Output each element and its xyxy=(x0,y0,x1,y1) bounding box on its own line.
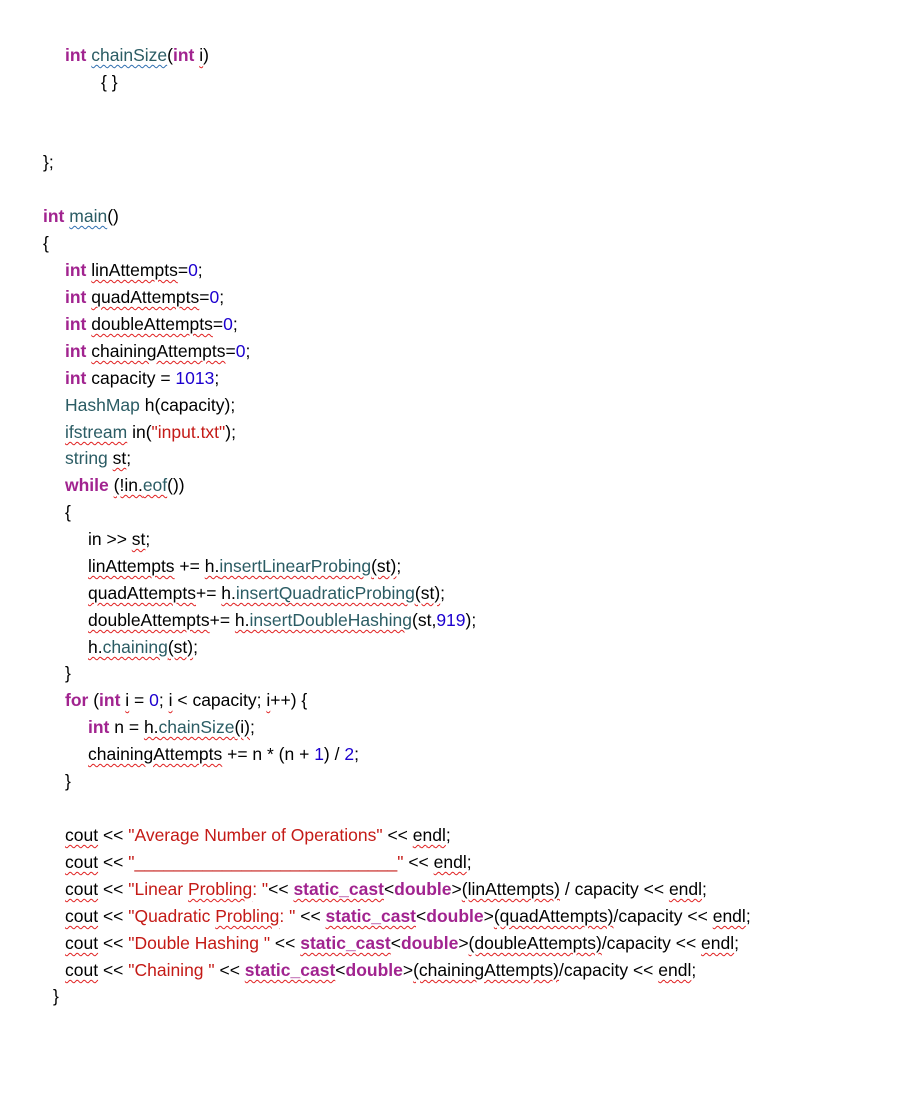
code-line xyxy=(65,286,224,308)
code-token: i xyxy=(125,690,130,710)
code-line xyxy=(65,340,250,362)
code-token: static_cast xyxy=(244,960,336,980)
code-line xyxy=(88,555,401,577)
code-token: string xyxy=(65,448,108,468)
code-token: insertDoubleHashing xyxy=(249,610,412,630)
code-token: += xyxy=(209,610,235,630)
code-token: linAttempts xyxy=(88,556,175,576)
code-token: cout xyxy=(65,879,99,899)
code-token: endl xyxy=(712,906,746,926)
code-token: << xyxy=(98,906,129,926)
code-token: linAttempts xyxy=(91,260,178,280)
code-token: = xyxy=(199,287,210,307)
code-token: ; xyxy=(249,717,255,737)
code-token: (chainingAttempts) xyxy=(413,960,560,980)
code-token: (st) xyxy=(414,583,441,603)
code-token: 0 xyxy=(223,314,233,334)
code-token: 0 xyxy=(188,260,198,280)
code-token: endl xyxy=(412,825,446,845)
code-line xyxy=(101,71,118,93)
code-token: quadAttempts xyxy=(88,583,196,603)
code-token: ++) { xyxy=(270,690,308,710)
code-token: = xyxy=(212,314,224,334)
code-token: int xyxy=(65,260,87,280)
code-token: static_cast xyxy=(325,906,417,926)
code-token: cout xyxy=(65,933,99,953)
code-line xyxy=(65,959,696,981)
code-token: ; xyxy=(440,583,446,603)
code-token: cout xyxy=(65,960,99,980)
code-token: "Quadratic xyxy=(128,906,216,926)
code-token: h. xyxy=(221,583,236,603)
code-token: st xyxy=(131,529,146,549)
code-token: st xyxy=(112,448,127,468)
code-line xyxy=(65,770,71,792)
code-token: ; xyxy=(158,690,169,710)
code-token: for xyxy=(65,690,89,710)
code-token: () xyxy=(107,206,119,226)
code-token: } xyxy=(65,771,71,791)
code-token: h. xyxy=(204,556,220,576)
code-token: quadAttempts xyxy=(91,287,200,307)
code-token: ; xyxy=(691,960,697,980)
code-token: { } xyxy=(101,72,118,92)
code-token: ; xyxy=(126,448,132,468)
code-token: << xyxy=(268,879,294,899)
code-token: i xyxy=(266,690,271,710)
code-token: (doubleAttempts) xyxy=(468,933,602,953)
code-token: cout xyxy=(65,852,99,872)
code-token: (i) xyxy=(234,717,250,737)
code-token: chainingAttempts xyxy=(91,341,226,361)
code-token: : " xyxy=(252,879,269,899)
code-line xyxy=(88,582,445,604)
code-token: ); xyxy=(465,610,477,630)
code-token: / capacity << xyxy=(559,879,669,899)
code-token: insertLinearProbing xyxy=(219,556,372,576)
code-token: << xyxy=(270,933,301,953)
code-token: ; xyxy=(214,368,220,388)
code-token: 2 xyxy=(344,744,355,764)
code-token: doubleAttempts xyxy=(91,314,213,334)
code-token: /capacity << xyxy=(613,906,713,926)
code-token: endl xyxy=(701,933,735,953)
code-token: < capacity; xyxy=(172,690,267,710)
code-token: > xyxy=(483,906,494,926)
code-line xyxy=(88,636,198,658)
code-token: < xyxy=(416,906,427,926)
code-token: endl xyxy=(658,960,692,980)
code-token: ; xyxy=(466,852,472,872)
code-token: = xyxy=(225,341,236,361)
code-token: (quadAttempts) xyxy=(493,906,614,926)
code-line xyxy=(65,313,238,335)
code-token: << xyxy=(382,825,413,845)
code-line xyxy=(65,367,219,389)
code-token: ; xyxy=(445,825,451,845)
code-token: += n * (n + xyxy=(222,744,315,764)
code-token: << xyxy=(98,825,129,845)
code-token: << xyxy=(98,852,129,872)
code-line xyxy=(65,474,185,496)
code-token: chainSize xyxy=(158,717,235,737)
code-line xyxy=(88,716,255,738)
code-token: < xyxy=(335,960,346,980)
code-token: 919 xyxy=(436,610,466,630)
code-token: int xyxy=(99,690,121,710)
code-line xyxy=(65,447,131,469)
code-line xyxy=(43,232,49,254)
code-token: HashMap xyxy=(65,395,140,415)
code-token: (st) xyxy=(167,637,194,657)
code-token: "Linear xyxy=(128,879,188,899)
code-token: ; xyxy=(219,287,225,307)
code-token: ()) xyxy=(167,475,185,495)
code-token: h. xyxy=(88,637,103,657)
code-token: int xyxy=(43,206,65,226)
code-token: = xyxy=(177,260,189,280)
code-token: ) xyxy=(203,45,209,65)
code-token: doubleAttempts xyxy=(88,610,210,630)
code-token: { xyxy=(43,233,49,253)
code-token: << xyxy=(98,879,129,899)
code-token: 0 xyxy=(235,341,246,361)
code-token: h(capacity); xyxy=(139,395,236,415)
code-token: chainingAttempts xyxy=(88,744,223,764)
code-token: endl xyxy=(433,852,467,872)
code-line xyxy=(53,985,59,1007)
code-token: chaining xyxy=(102,637,168,657)
code-token: i xyxy=(199,45,204,65)
code-token: double xyxy=(400,933,459,953)
code-token: cout xyxy=(65,825,99,845)
code-token: chainSize xyxy=(91,45,168,65)
code-token: endl xyxy=(668,879,703,899)
code-token: > xyxy=(458,933,469,953)
code-token: ; xyxy=(232,314,238,334)
code-token: : " xyxy=(279,906,296,926)
code-token: in( xyxy=(127,422,152,442)
code-token: in >> xyxy=(88,529,132,549)
code-token: > xyxy=(451,879,462,899)
code-token: = xyxy=(129,690,150,710)
code-token: "Chaining " xyxy=(128,960,215,980)
code-line xyxy=(65,394,235,416)
code-token: h. xyxy=(143,717,159,737)
code-token: += xyxy=(174,556,205,576)
code-token: << xyxy=(295,906,326,926)
code-token: h. xyxy=(234,610,250,630)
code-token: int xyxy=(65,368,87,388)
code-token: < xyxy=(390,933,401,953)
code-token: (linAttempts) xyxy=(461,879,560,899)
code-token: ; xyxy=(396,556,402,576)
code-token: int xyxy=(65,314,87,334)
code-token: "Average Number of Operations" xyxy=(128,825,383,845)
code-token: << xyxy=(98,933,129,953)
code-line xyxy=(65,501,71,523)
code-token: Probling xyxy=(215,906,280,926)
code-line xyxy=(65,689,307,711)
code-line xyxy=(43,205,119,227)
code-token: "___________________________" xyxy=(128,852,404,872)
code-token: int xyxy=(65,45,87,65)
code-token: ( xyxy=(167,45,173,65)
code-line xyxy=(65,824,451,846)
code-line xyxy=(65,932,739,954)
code-line xyxy=(43,151,54,173)
code-token: while xyxy=(65,475,109,495)
code-token: ) / xyxy=(323,744,345,764)
code-line xyxy=(65,905,751,927)
code-token: 0 xyxy=(209,287,220,307)
code-line xyxy=(65,259,203,281)
code-token: } xyxy=(65,663,71,683)
code-token: double xyxy=(426,906,484,926)
code-line xyxy=(65,851,472,873)
code-token: "input.txt" xyxy=(151,422,226,442)
code-token: { xyxy=(65,502,71,522)
code-token: ; xyxy=(734,933,740,953)
code-token: double xyxy=(345,960,403,980)
code-token: (st) xyxy=(371,556,397,576)
code-token: int xyxy=(65,341,87,361)
code-token: i xyxy=(168,690,173,710)
code-token: int xyxy=(65,287,87,307)
code-token: ; xyxy=(354,744,359,764)
code-token: }; xyxy=(43,152,54,172)
code-token: += xyxy=(195,583,222,603)
code-token: ; xyxy=(745,906,751,926)
code-token: /capacity << xyxy=(601,933,702,953)
code-token: (st, xyxy=(412,610,437,630)
code-token: Probling xyxy=(187,879,253,899)
code-line xyxy=(88,528,150,550)
code-token: static_cast xyxy=(293,879,384,899)
code-token: insertQuadraticProbing xyxy=(235,583,415,603)
code-token: << xyxy=(403,852,434,872)
code-token: ( xyxy=(88,690,100,710)
code-token: n = xyxy=(109,717,144,737)
code-token: int xyxy=(88,717,110,737)
code-token: capacity = xyxy=(86,368,176,388)
code-token: /capacity << xyxy=(559,960,659,980)
code-line xyxy=(65,44,209,66)
code-token: 1013 xyxy=(175,368,215,388)
code-token: double xyxy=(394,879,452,899)
code-token: 1 xyxy=(314,744,324,764)
code-line xyxy=(88,743,359,765)
code-token: << xyxy=(98,960,129,980)
code-line xyxy=(65,421,236,443)
code-token: static_cast xyxy=(300,933,391,953)
code-token: ; xyxy=(702,879,707,899)
code-line xyxy=(88,609,476,631)
code-token: 0 xyxy=(149,690,159,710)
code-token: int xyxy=(172,45,195,65)
code-token: > xyxy=(402,960,414,980)
code-token: < xyxy=(383,879,395,899)
code-token: } xyxy=(53,986,59,1006)
code-token: ); xyxy=(225,422,236,442)
code-token: ; xyxy=(197,260,203,280)
code-line xyxy=(65,878,707,900)
code-token: ; xyxy=(145,529,151,549)
code-token: ; xyxy=(193,637,198,657)
code-token: << xyxy=(214,960,245,980)
code-token: main xyxy=(69,206,108,226)
code-token: ; xyxy=(245,341,251,361)
code-line xyxy=(65,662,71,684)
code-token: "Double Hashing " xyxy=(128,933,271,953)
code-token: cout xyxy=(65,906,99,926)
code-token: eof xyxy=(142,475,168,495)
code-token: (!in. xyxy=(113,475,143,495)
code-token: ifstream xyxy=(65,422,128,442)
